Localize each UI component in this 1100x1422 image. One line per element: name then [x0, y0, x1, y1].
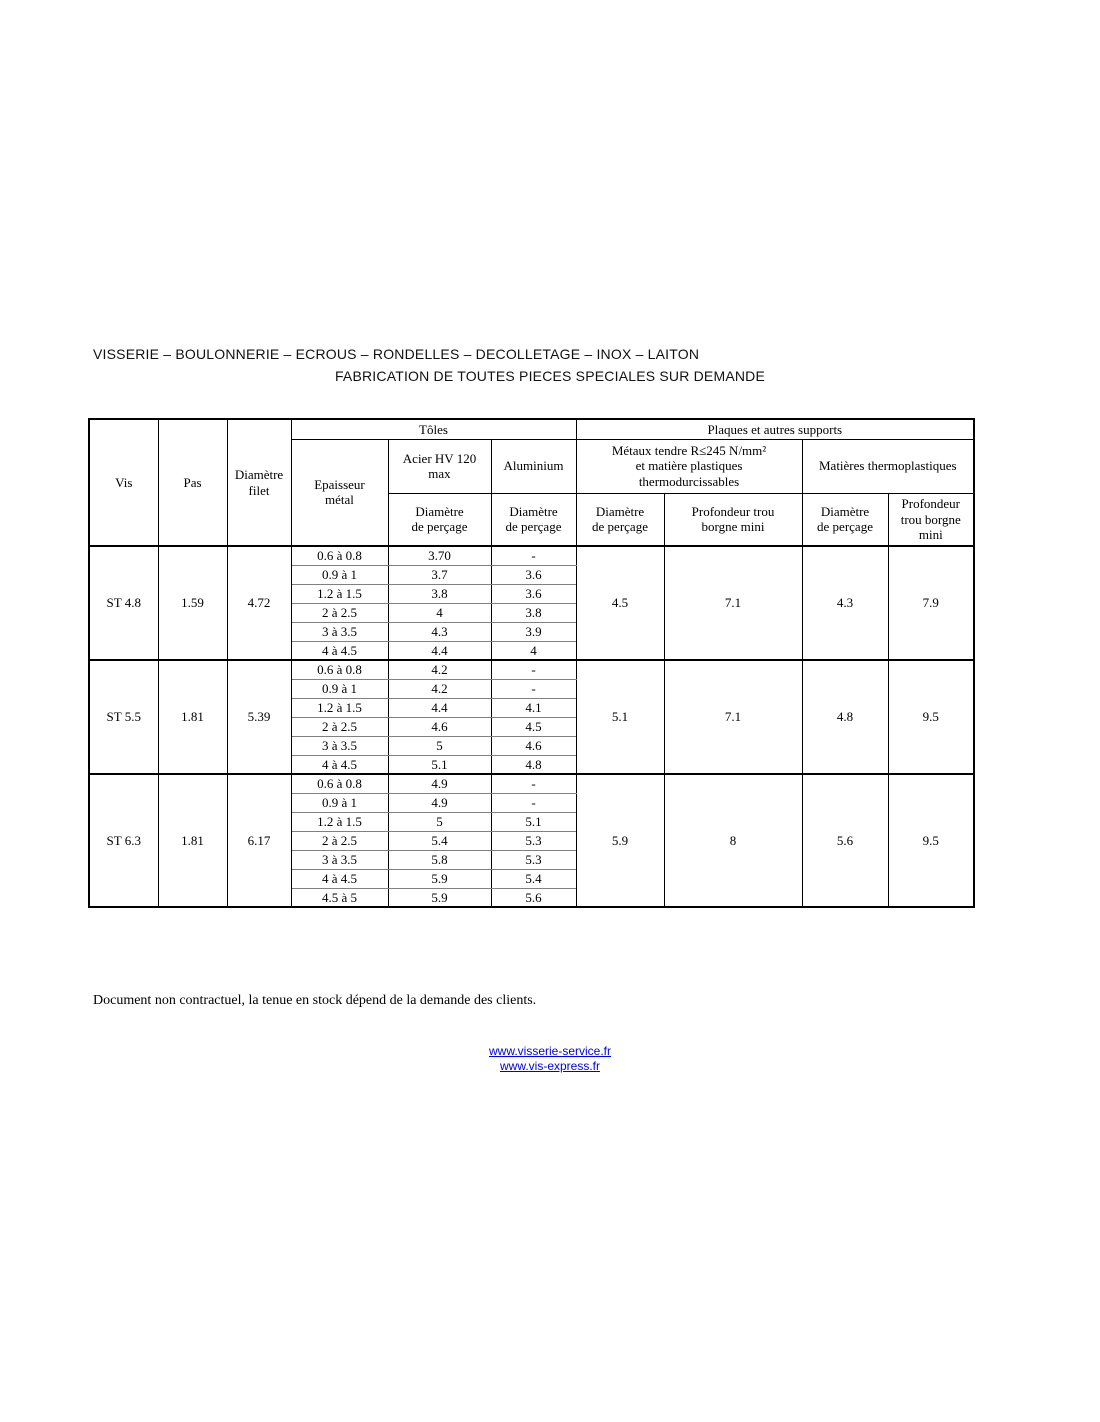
- header-group-toles: Tôles: [291, 419, 576, 439]
- cell-alu-diam: 3.8: [491, 603, 576, 622]
- header-prof-trou-metaux: [664, 493, 802, 546]
- header-diam-percage-metaux: [576, 493, 664, 546]
- cell-alu-diam: 5.3: [491, 850, 576, 869]
- header-line: filet: [248, 482, 270, 498]
- cell-thermo-diam: 5.6: [802, 774, 888, 907]
- header-line: Acier HV 120: [402, 450, 477, 466]
- cell-pas: 1.81: [158, 774, 227, 907]
- cell-acier-diam: 4.2: [388, 660, 491, 679]
- table-row: [89, 546, 974, 565]
- cell-epaisseur: 1.2 à 1.5: [291, 698, 388, 717]
- header-line: borgne mini: [701, 519, 765, 535]
- cell-acier-diam: 4.4: [388, 698, 491, 717]
- header-group-plaques: Plaques et autres supports: [576, 419, 974, 439]
- cell-epaisseur: 1.2 à 1.5: [291, 812, 388, 831]
- cell-metaux-prof: 8: [664, 774, 802, 907]
- header-line: Métaux tendre R≤245 N/mm²: [611, 443, 767, 458]
- header-line: thermodurcissables: [638, 473, 740, 489]
- link-visserie-service[interactable]: www.visserie-service.fr: [488, 1044, 611, 1058]
- header-line: et matière plastiques: [635, 458, 743, 474]
- header-line: trou borgne: [900, 511, 961, 527]
- cell-epaisseur: 0.9 à 1: [291, 679, 388, 698]
- header-line: de perçage: [817, 519, 873, 535]
- cell-alu-diam: -: [491, 679, 576, 698]
- cell-epaisseur: 3 à 3.5: [291, 736, 388, 755]
- cell-alu-diam: -: [491, 793, 576, 812]
- cell-epaisseur: 0.6 à 0.8: [291, 546, 388, 565]
- cell-acier-diam: 4.4: [388, 641, 491, 660]
- cell-acier-diam: 5.9: [388, 888, 491, 907]
- cell-epaisseur: 3 à 3.5: [291, 850, 388, 869]
- cell-acier-diam: 5.8: [388, 850, 491, 869]
- header-line: max: [428, 466, 451, 481]
- header-line: Diamètre: [234, 467, 284, 483]
- cell-alu-diam: 5.6: [491, 888, 576, 907]
- cell-alu-diam: 4.5: [491, 717, 576, 736]
- header-line: Profondeur: [901, 496, 961, 512]
- cell-alu-diam: 4.6: [491, 736, 576, 755]
- header-line: Diamètre: [595, 503, 645, 519]
- cell-metaux-diam: 5.9: [576, 774, 664, 907]
- header-epaisseur-metal: [291, 439, 388, 546]
- header-line: de perçage: [411, 519, 468, 535]
- cell-filet: 5.39: [227, 660, 291, 774]
- header-line: Diamètre: [415, 503, 464, 519]
- cell-alu-diam: 5.4: [491, 869, 576, 888]
- cell-alu-diam: 4.8: [491, 755, 576, 774]
- cell-thermo-diam: 4.8: [802, 660, 888, 774]
- link-vis-express[interactable]: www.vis-express.fr: [499, 1059, 600, 1073]
- cell-acier-diam: 5.9: [388, 869, 491, 888]
- cell-alu-diam: -: [491, 774, 576, 793]
- table-row: [89, 774, 974, 793]
- cell-epaisseur: 2 à 2.5: [291, 831, 388, 850]
- cell-epaisseur: 4 à 4.5: [291, 869, 388, 888]
- cell-epaisseur: 0.9 à 1: [291, 565, 388, 584]
- cell-acier-diam: 5: [388, 812, 491, 831]
- cell-epaisseur: 3 à 3.5: [291, 622, 388, 641]
- cell-acier-diam: 3.7: [388, 565, 491, 584]
- cell-thermo-diam: 4.3: [802, 546, 888, 660]
- cell-filet: 6.17: [227, 774, 291, 907]
- header-vis: Vis: [89, 419, 158, 546]
- header-prof-trou-thermo: [888, 493, 974, 546]
- header-line: Epaisseur: [314, 476, 365, 492]
- cell-pas: 1.59: [158, 546, 227, 660]
- cell-alu-diam: 3.9: [491, 622, 576, 641]
- header-thermoplastiques: Matières thermoplastiques: [802, 439, 974, 493]
- cell-metaux-prof: 7.1: [664, 660, 802, 774]
- cell-alu-diam: 4: [491, 641, 576, 660]
- cell-epaisseur: 0.9 à 1: [291, 793, 388, 812]
- header-diam-percage-acier: [388, 493, 491, 546]
- header-line: de perçage: [592, 519, 648, 535]
- header-line: mini: [918, 526, 943, 542]
- cell-acier-diam: 5.4: [388, 831, 491, 850]
- cell-epaisseur: 4 à 4.5: [291, 755, 388, 774]
- header-diametre-filet: [227, 419, 291, 546]
- cell-acier-diam: 5.1: [388, 755, 491, 774]
- cell-epaisseur: 2 à 2.5: [291, 717, 388, 736]
- drill-size-table: [88, 418, 975, 908]
- drill-size-table-wrapper: [88, 418, 975, 908]
- cell-vis: ST 6.3: [89, 774, 158, 907]
- header-line: de perçage: [505, 519, 562, 535]
- cell-filet: 4.72: [227, 546, 291, 660]
- cell-alu-diam: 3.6: [491, 565, 576, 584]
- cell-epaisseur: 0.6 à 0.8: [291, 774, 388, 793]
- cell-alu-diam: -: [491, 660, 576, 679]
- cell-vis: ST 4.8: [89, 546, 158, 660]
- cell-epaisseur: 2 à 2.5: [291, 603, 388, 622]
- table-row: [89, 660, 974, 679]
- cell-acier-diam: 4.2: [388, 679, 491, 698]
- cell-acier-diam: 5: [388, 736, 491, 755]
- website-links: [0, 1044, 1100, 1074]
- cell-thermo-prof: 9.5: [888, 774, 974, 907]
- cell-acier-diam: 4.6: [388, 717, 491, 736]
- header-aluminium: Aluminium: [491, 439, 576, 493]
- header-acier-hv120: [388, 439, 491, 493]
- header-line: Diamètre: [509, 503, 558, 519]
- cell-metaux-diam: 4.5: [576, 546, 664, 660]
- cell-vis: ST 5.5: [89, 660, 158, 774]
- cell-alu-diam: -: [491, 546, 576, 565]
- cell-acier-diam: 4.9: [388, 774, 491, 793]
- page-title-line1: VISSERIE – BOULONNERIE – ECROUS – RONDELLES – DECOLLETAGE – INOX – LAITON: [93, 346, 700, 362]
- cell-thermo-prof: 7.9: [888, 546, 974, 660]
- cell-epaisseur: 0.6 à 0.8: [291, 660, 388, 679]
- header-line: Diamètre: [820, 503, 870, 519]
- cell-epaisseur: 4.5 à 5: [291, 888, 388, 907]
- cell-epaisseur: 1.2 à 1.5: [291, 584, 388, 603]
- header-diam-percage-alu: [491, 493, 576, 546]
- cell-acier-diam: 3.70: [388, 546, 491, 565]
- header-line: Profondeur trou: [691, 503, 775, 519]
- cell-acier-diam: 4.3: [388, 622, 491, 641]
- disclaimer-note: Document non contractuel, la tenue en stock dépend de la demande des clients.: [93, 993, 537, 1008]
- cell-alu-diam: 5.1: [491, 812, 576, 831]
- cell-metaux-prof: 7.1: [664, 546, 802, 660]
- header-metaux-tendre: [576, 439, 802, 493]
- header-line: métal: [325, 492, 354, 508]
- cell-acier-diam: 4.9: [388, 793, 491, 812]
- cell-acier-diam: 3.8: [388, 584, 491, 603]
- header-pas: Pas: [158, 419, 227, 546]
- cell-pas: 1.81: [158, 660, 227, 774]
- header-diam-percage-thermo: [802, 493, 888, 546]
- cell-thermo-prof: 9.5: [888, 660, 974, 774]
- cell-alu-diam: 3.6: [491, 584, 576, 603]
- cell-epaisseur: 4 à 4.5: [291, 641, 388, 660]
- cell-metaux-diam: 5.1: [576, 660, 664, 774]
- page-title-line2: FABRICATION DE TOUTES PIECES SPECIALES SUR DEMANDE: [334, 368, 766, 384]
- cell-alu-diam: 4.1: [491, 698, 576, 717]
- cell-acier-diam: 4: [388, 603, 491, 622]
- cell-alu-diam: 5.3: [491, 831, 576, 850]
